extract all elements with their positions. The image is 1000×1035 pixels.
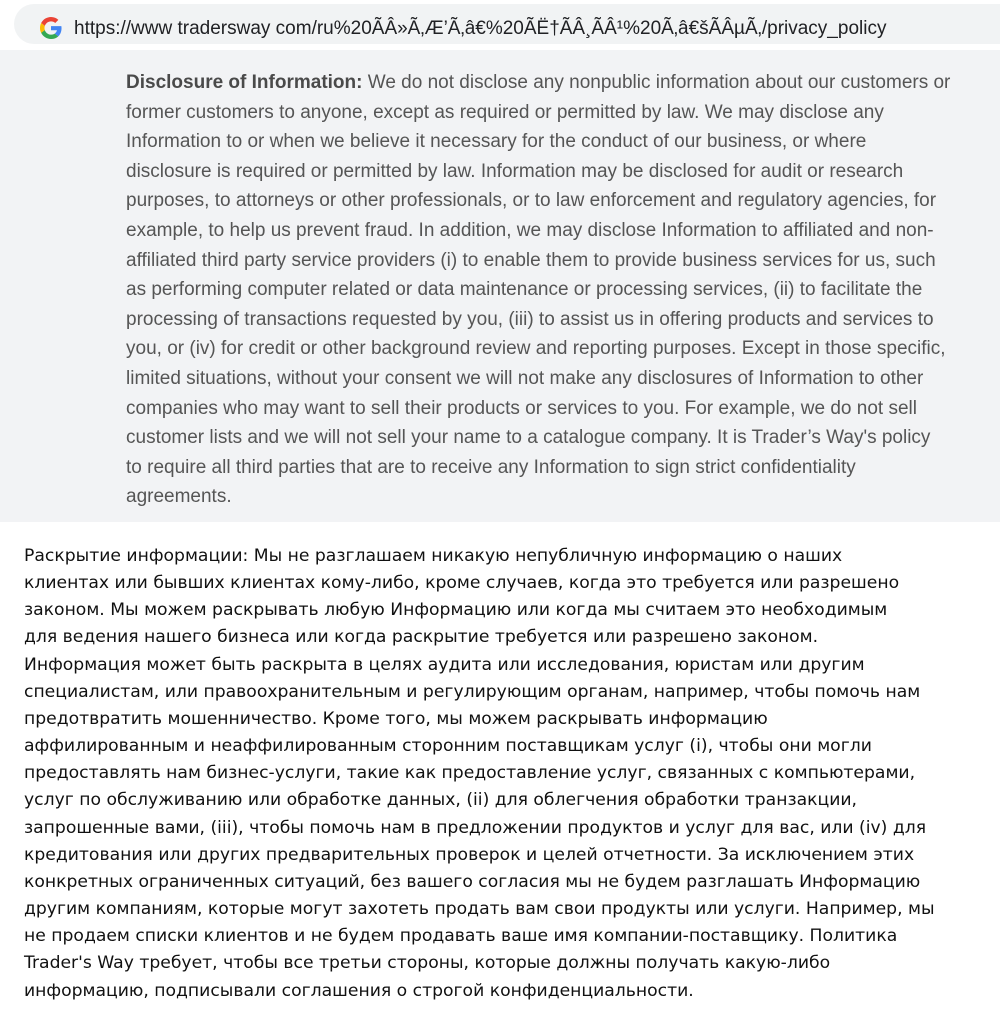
paragraph-line: для ведения нашего бизнеса или когда раскрытие требуется или разрешено законом. bbox=[24, 627, 819, 648]
paragraph-line: customer lists and we will not sell your name to a catalogue company. It is Trader’s Way's policy bbox=[126, 427, 931, 449]
paragraph-line: аффилированным и неаффилированным сторонним поставщикам услуг (i), чтобы они могли bbox=[24, 736, 872, 757]
paragraph-line: agreements. bbox=[126, 486, 232, 508]
original-policy-section bbox=[0, 50, 1000, 522]
url-field[interactable] bbox=[14, 4, 1000, 44]
paragraph-line: Trader's Way требует, чтобы все третьи стороны, которые должны получать какую-либо bbox=[24, 953, 831, 974]
paragraph-line: Информация может быть раскрыта в целях аудита или исследования, юристам или другим bbox=[24, 654, 865, 675]
line-text: We do not disclose any nonpublic information about our customers or bbox=[367, 72, 951, 93]
paragraph-line bbox=[126, 68, 986, 98]
paragraph-line: you, or (iv) for credit or other background review and reporting purposes. Except in those specific, bbox=[126, 338, 946, 360]
paragraph-line: companies who may want to sell their products or services to you. For example, we do not sell bbox=[126, 397, 917, 419]
google-g-icon bbox=[40, 17, 62, 39]
paragraph-line: конкретных ограниченных ситуаций, без вашего согласия мы не будем разглашать Информацию bbox=[24, 871, 921, 892]
paragraph-line: клиентах или бывших клиентах кому-либо, кроме случаев, когда это требуется или разрешено bbox=[24, 573, 900, 594]
address-bar bbox=[0, 0, 1000, 50]
disclosure-heading: Disclosure of Information: bbox=[126, 72, 363, 93]
paragraph-line: услуг по обслуживанию или обработке данных, (ii) для облегчения обработки транзакции, bbox=[24, 790, 858, 811]
paragraph-line: не продаем списки клиентов и не будем продавать ваше имя компании-поставщику. Политика bbox=[24, 926, 898, 947]
paragraph-line: запрошенные вами, (iii), чтобы помочь нам в предложении продуктов и услуг для вас, или (iv) для bbox=[24, 817, 927, 838]
paragraph-line: example, to help us prevent fraud. In addition, we may disclose Information to affiliated and non- bbox=[126, 219, 934, 241]
paragraph-line: другим компаниям, которые могут захотеть продать вам свои продукты или услуги. Например, мы bbox=[24, 899, 935, 920]
paragraph-line: disclosure is required or permitted by law. Information may be disclosed for audit or research bbox=[126, 160, 904, 182]
paragraph-line: предотвратить мошенничество. Кроме того, мы можем раскрывать информацию bbox=[24, 708, 768, 729]
paragraph-line: former customers to anyone, except as required or permitted by law. We may disclose any bbox=[126, 101, 884, 123]
paragraph-line: Раскрытие информации: Мы не разглашаем никакую непубличную информацию о наших bbox=[24, 546, 843, 566]
paragraph-line: информацию, подписывали соглашения о строгой конфиденциальности. bbox=[24, 980, 694, 1001]
russian-translation-paragraph bbox=[24, 543, 994, 1005]
url-text: https://www tradersway com/ru%20ÃÂ»Ã‚Æ’Ã‚â€%20ÃË†ÃÂ¸ÃÂ¹%20Ã‚â€šÃÂµÃ‚/privacy_policy bbox=[74, 18, 887, 39]
paragraph-line: специалистам, или правоохранительным и регулирующим органам, например, чтобы помочь нам bbox=[24, 681, 921, 702]
paragraph-line: as performing computer related or data maintenance or processing services, (ii) to facilitate the bbox=[126, 279, 923, 301]
paragraph-line: limited situations, without your consent we will not make any disclosures of Information to other bbox=[126, 367, 924, 389]
english-paragraph bbox=[126, 68, 986, 512]
paragraph-line: кредитования или других предварительных проверок и целей отчетности. За исключением этих bbox=[24, 844, 915, 865]
paragraph-line: Information to or when we believe it necessary for the conduct of our business, or where bbox=[126, 131, 867, 153]
paragraph-line: to require all third parties that are to receive any Information to sign strict confidentiality bbox=[126, 456, 856, 478]
paragraph-line: affiliated third party service providers (i) to enable them to provide business services for us, such bbox=[126, 249, 936, 271]
paragraph-line: purposes, to attorneys or other professionals, or to law enforcement and regulatory agencies, for bbox=[126, 190, 937, 212]
paragraph-line: processing of transactions requested by you, (iii) to assist us in offering products and services to bbox=[126, 308, 934, 330]
paragraph-line: предоставлять нам бизнес-услуги, такие как предоставление услуг, связанных с компьютерами, bbox=[24, 763, 916, 784]
paragraph-line: законом. Мы можем раскрывать любую Информацию или когда мы считаем это необходимым bbox=[24, 600, 888, 621]
